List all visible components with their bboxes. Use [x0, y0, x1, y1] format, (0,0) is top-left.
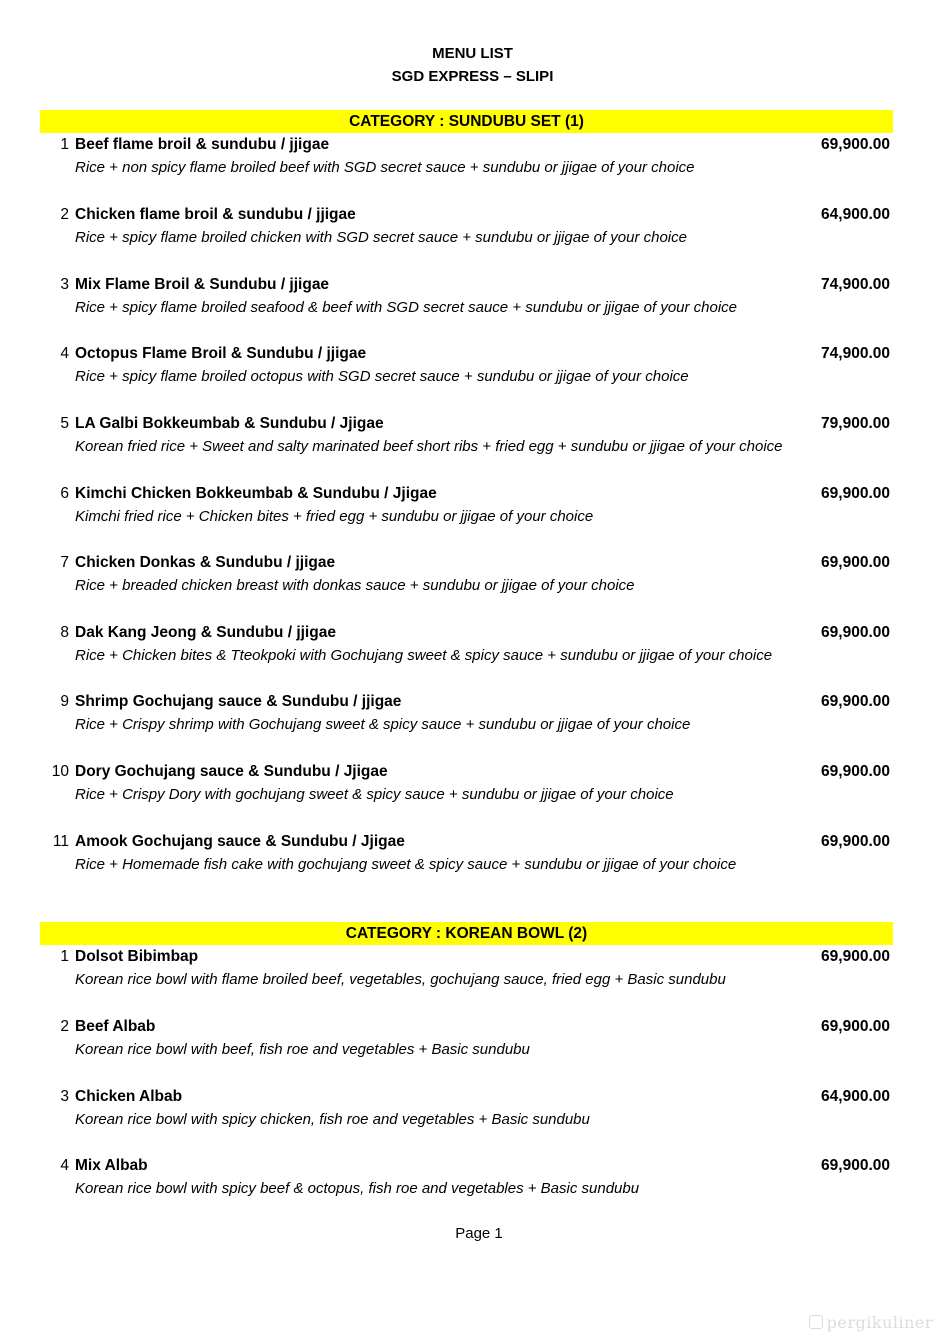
item-name: Shrimp Gochujang sauce & Sundubu / jjigae: [75, 693, 402, 710]
item-description: Kimchi fried rice + Chicken bites + fried egg + sundubu or jjigae of your choice: [75, 508, 594, 525]
item-price: 64,900.00: [821, 206, 890, 223]
item-price: 79,900.00: [821, 415, 890, 432]
item-price: 69,900.00: [821, 554, 890, 571]
item-description: Korean rice bowl with flame broiled beef, vegetables, gochujang sauce, fried egg + Basic sundubu: [75, 971, 726, 988]
item-number: 9: [60, 693, 69, 710]
item-price: 69,900.00: [821, 136, 890, 153]
menu-item: [40, 412, 890, 462]
restaurant-name: SGD EXPRESS – SLIPI: [391, 68, 554, 85]
item-number: 4: [60, 1157, 69, 1174]
item-description: Rice + spicy flame broiled octopus with SGD secret sauce + sundubu or jjigae of your choice: [75, 368, 689, 385]
item-number: 11: [52, 833, 69, 850]
item-description: Rice + non spicy flame broiled beef with SGD secret sauce + sundubu or jjigae of your choice: [75, 159, 695, 176]
item-price: 74,900.00: [821, 276, 890, 293]
item-description: Rice + breaded chicken breast with donkas sauce + sundubu or jjigae of your choice: [75, 577, 635, 594]
item-number: 3: [60, 276, 69, 293]
item-number: 4: [60, 345, 69, 362]
item-description: Rice + Chicken bites & Tteokpoki with Gochujang sweet & spicy sauce + sundubu or jjigae of your choice: [75, 647, 773, 664]
item-description: Rice + spicy flame broiled chicken with SGD secret sauce + sundubu or jjigae of your choice: [75, 229, 687, 246]
watermark-text: pergikuliner: [826, 1313, 933, 1332]
item-description: Rice + Crispy shrimp with Gochujang sweet & spicy sauce + sundubu or jjigae of your choice: [75, 716, 691, 733]
menu-item: [40, 482, 890, 532]
item-name: Mix Albab: [75, 1157, 148, 1174]
item-price: 69,900.00: [821, 833, 890, 850]
item-price: 74,900.00: [821, 345, 890, 362]
category-header-korean-bowl: CATEGORY : KOREAN BOWL (2): [40, 922, 893, 945]
item-number: 2: [60, 206, 69, 223]
category-header-sundubu-set: CATEGORY : SUNDUBU SET (1): [40, 110, 893, 133]
page-number: Page 1: [455, 1225, 503, 1242]
item-price: 69,900.00: [821, 1157, 890, 1174]
menu-item: [40, 133, 890, 183]
item-description: Korean rice bowl with spicy chicken, fish roe and vegetables + Basic sundubu: [75, 1111, 590, 1128]
watermark-logo-icon: [809, 1315, 823, 1329]
menu-item: [40, 1015, 890, 1065]
item-number: 7: [60, 554, 69, 571]
item-price: 69,900.00: [821, 763, 890, 780]
item-name: Dak Kang Jeong & Sundubu / jjigae: [75, 624, 336, 641]
item-name: Dolsot Bibimbap: [75, 948, 199, 965]
item-name: Chicken flame broil & sundubu / jjigae: [75, 206, 356, 223]
menu-item: [40, 203, 890, 253]
menu-item: [40, 273, 890, 323]
item-number: 1: [60, 948, 69, 965]
menu-title: MENU LIST: [432, 45, 513, 62]
item-number: 2: [60, 1018, 69, 1035]
item-description: Korean rice bowl with beef, fish roe and vegetables + Basic sundubu: [75, 1041, 530, 1058]
menu-item: [40, 1085, 890, 1135]
item-price: 69,900.00: [821, 693, 890, 710]
item-description: Korean fried rice + Sweet and salty marinated beef short ribs + fried egg + sundubu or jjigae of your choice: [75, 438, 783, 455]
menu-item: [40, 760, 890, 810]
item-name: Octopus Flame Broil & Sundubu / jjigae: [75, 345, 367, 362]
item-name: Chicken Donkas & Sundubu / jjigae: [75, 554, 336, 571]
menu-item: [40, 551, 890, 601]
item-name: LA Galbi Bokkeumbab & Sundubu / Jjigae: [75, 415, 384, 432]
item-name: Beef Albab: [75, 1018, 156, 1035]
menu-item: [40, 690, 890, 740]
item-name: Kimchi Chicken Bokkeumbab & Sundubu / Jjigae: [75, 485, 437, 502]
watermark: [809, 1313, 933, 1332]
item-description: Rice + spicy flame broiled seafood & beef with SGD secret sauce + sundubu or jjigae of your choice: [75, 299, 738, 316]
menu-item: [40, 1154, 890, 1204]
menu-item: [40, 621, 890, 671]
item-price: 69,900.00: [821, 624, 890, 641]
item-price: 69,900.00: [821, 485, 890, 502]
item-description: Rice + Crispy Dory with gochujang sweet & spicy sauce + sundubu or jjigae of your choice: [75, 786, 674, 803]
item-number: 3: [60, 1088, 69, 1105]
item-name: Chicken Albab: [75, 1088, 183, 1105]
item-description: Rice + Homemade fish cake with gochujang sweet & spicy sauce + sundubu or jjigae of your choice: [75, 856, 737, 873]
item-price: 64,900.00: [821, 1088, 890, 1105]
item-number: 1: [60, 136, 69, 153]
item-name: Mix Flame Broil & Sundubu / jjigae: [75, 276, 330, 293]
item-number: 8: [60, 624, 69, 641]
item-name: Amook Gochujang sauce & Sundubu / Jjigae: [75, 833, 405, 850]
menu-item: [40, 342, 890, 392]
item-price: 69,900.00: [821, 948, 890, 965]
menu-item: [40, 945, 890, 995]
item-name: Beef flame broil & sundubu / jjigae: [75, 136, 330, 153]
menu-item: [40, 830, 890, 880]
item-number: 5: [60, 415, 69, 432]
item-number: 10: [51, 763, 69, 780]
item-price: 69,900.00: [821, 1018, 890, 1035]
document-header: [0, 42, 945, 88]
item-number: 6: [60, 485, 69, 502]
item-description: Korean rice bowl with spicy beef & octopus, fish roe and vegetables + Basic sundubu: [75, 1180, 640, 1197]
item-name: Dory Gochujang sauce & Sundubu / Jjigae: [75, 763, 388, 780]
